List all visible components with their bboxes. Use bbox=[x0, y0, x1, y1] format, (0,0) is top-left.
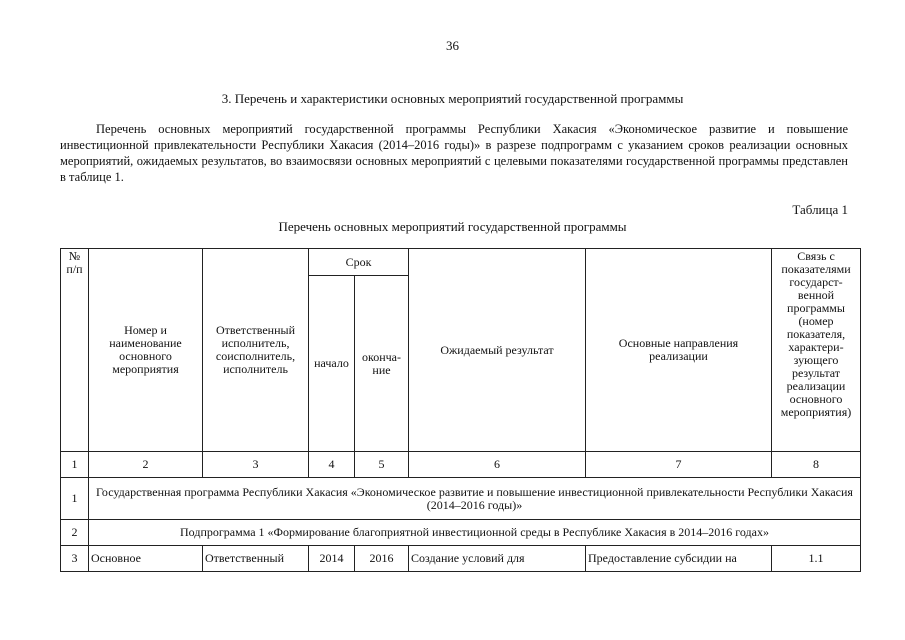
header-term: Срок bbox=[309, 249, 409, 276]
index-cell: 4 bbox=[309, 452, 355, 478]
index-cell: 3 bbox=[203, 452, 309, 478]
page-number: 36 bbox=[446, 38, 459, 53]
header-result: Ожидаемый результат bbox=[409, 249, 586, 452]
header-name: Номер и наименование основного мероприятия bbox=[89, 249, 203, 452]
index-cell: 7 bbox=[586, 452, 772, 478]
activity-result: Создание условий для bbox=[409, 546, 586, 572]
intro-paragraph: Перечень основных мероприятий государственной программы Республики Хакасия «Экономическое развитие и повышение инвестиционной привлекательности Республики Хакасия (2014–2016 годы)» в разрезе подпрограмм с указанием сроков реализации основных мероприятий, ожидаемых результатов, во взаимосвязи основных мероприятий с целевыми показателями государственной программы представлен в таблице 1. bbox=[60, 122, 848, 184]
activity-directions: Предоставление субсидии на bbox=[586, 546, 772, 572]
subprogram-title: Подпрограмма 1 «Формирование благоприятной инвестиционной среды в Республике Хакасия в 2014–2016 годах» bbox=[89, 520, 861, 546]
table-row bbox=[61, 520, 861, 546]
row-num: 3 bbox=[61, 546, 89, 572]
header-executor: Ответственный исполнитель, соисполнитель, исполнитель bbox=[203, 249, 309, 452]
activity-start: 2014 bbox=[309, 546, 355, 572]
header-end: оконча-ние bbox=[355, 276, 409, 452]
header-start: начало bbox=[309, 276, 355, 452]
table-label: Таблица 1 bbox=[792, 202, 848, 217]
header-num: № п/п bbox=[61, 249, 89, 452]
activity-link: 1.1 bbox=[772, 546, 861, 572]
index-cell: 2 bbox=[89, 452, 203, 478]
section-title: 3. Перечень и характеристики основных мероприятий государственной программы bbox=[221, 91, 684, 106]
row-num: 1 bbox=[61, 478, 89, 520]
index-cell: 1 bbox=[61, 452, 89, 478]
table-row bbox=[61, 478, 861, 520]
index-cell: 5 bbox=[355, 452, 409, 478]
index-cell: 6 bbox=[409, 452, 586, 478]
activity-name: Основное bbox=[89, 546, 203, 572]
activity-end: 2016 bbox=[355, 546, 409, 572]
program-title: Государственная программа Республики Хакасия «Экономическое развитие и повышение инвестиционной привлекательности Республики Хакасия (2014–2016 годы)» bbox=[89, 478, 861, 520]
row-num: 2 bbox=[61, 520, 89, 546]
table-row bbox=[61, 546, 861, 572]
activity-executor: Ответственный bbox=[203, 546, 309, 572]
header-link: Связь с показателями государст-венной программы (номер показателя, характери-зующего результат реализации основного мероприятия) bbox=[772, 249, 861, 452]
table-caption: Перечень основных мероприятий государственной программы bbox=[278, 219, 627, 234]
header-directions: Основные направления реализации bbox=[586, 249, 772, 452]
activities-table bbox=[60, 248, 861, 572]
index-cell: 8 bbox=[772, 452, 861, 478]
